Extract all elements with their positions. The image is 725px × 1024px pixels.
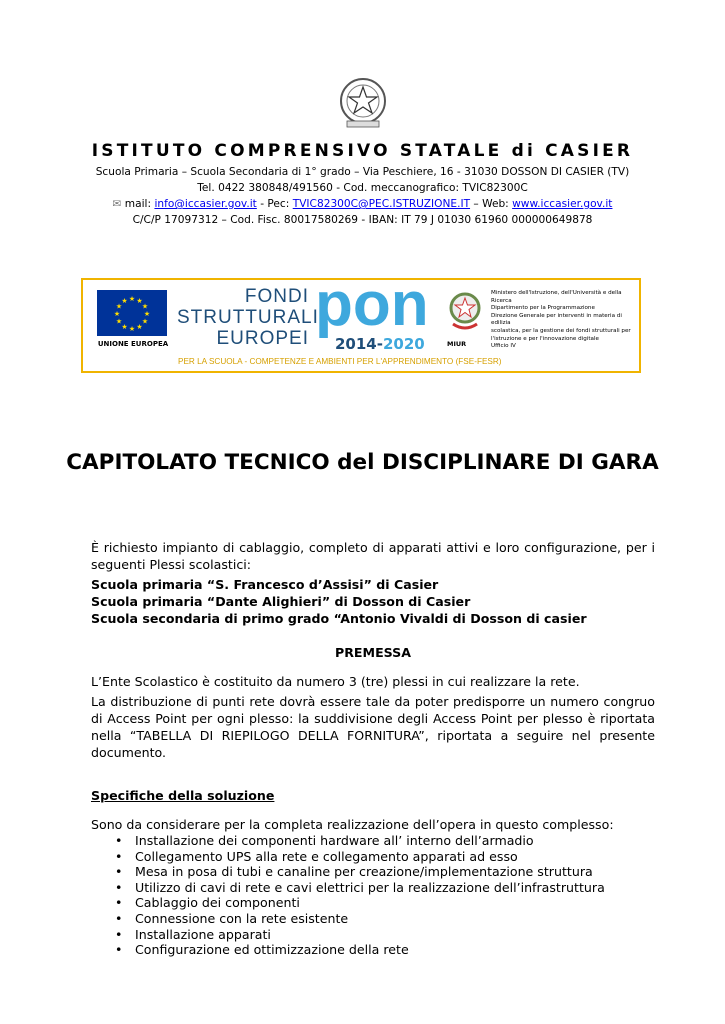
pon-banner [81,270,641,373]
years-start: 2014- [335,335,383,353]
eu-star-icon: ★ [115,302,123,311]
list-item: • Connessione con la rete esistente [91,911,655,927]
contact-line [0,196,725,212]
eu-star-icon: ★ [121,297,128,306]
mail-label: mail: [124,198,152,210]
school-item: Scuola secondaria di primo grado “Antonio Vivaldi di Dosson di casier [91,611,587,626]
premessa-paragraph: La distribuzione di punti rete dovrà essere tale da poter predisporre un numero congruo di Access Point per ogni plesso: la suddivisione degli Access Point per plesso è riportata nella “TABELLA DI RIEPILOGO DELLA FORNITURA”, riportata a seguire nel presente documento. [91,694,655,760]
ministry-line: scolastica, per la gestione dei fondi strutturali per [491,327,631,334]
spec-intro: Sono da considerare per la completa realizzazione dell’opera in questo complesso: [91,817,614,832]
eu-star-icon: ★ [128,325,136,333]
ministry-line: Ministero dell'Istruzione, dell'Università e della Ricerca [491,290,622,304]
ministry-line: Ufficio IV [491,343,516,350]
web-link[interactable]: www.iccasier.gov.it [512,198,613,210]
eu-star-icon: ★ [136,322,143,331]
list-item: • Installazione apparati [91,927,655,943]
eu-star-icon: ★ [141,302,149,311]
school-list [91,576,655,627]
strutturali-text: STRUTTURALI [177,307,319,328]
list-item: • Mesa in posa di tubi e canaline per creazione/implementazione struttura [91,864,655,880]
years-end: 2020 [382,335,425,353]
eu-flag-icon [97,290,167,336]
bank-line: C/C/P 17097312 – Cod. Fisc. 80017580269 - IBAN: IT 79 J 01030 61960 000000649878 [132,214,593,226]
eu-star-icon: ★ [121,322,128,331]
phone-line: Tel. 0422 380848/491560 - Cod. meccanografico: TVIC82300C [197,182,528,194]
fondi-strutturali-logo [177,286,319,349]
europei-text: EUROPEI [216,328,309,349]
ministry-line: Dipartimento per la Programmazione [491,305,595,312]
list-item: • Cablaggio dei componenti [91,895,655,911]
pec-label: - Pec: [260,198,290,210]
pon-years [335,336,425,353]
miur-label: MIUR [447,340,467,348]
intro-paragraph: È richiesto impianto di cablaggio, completo di apparati attivi e loro configurazione, per i seguenti Plessi scolastici: [91,540,655,572]
spec-heading: Specifiche della soluzione [91,788,275,803]
fondi-text: FONDI [244,286,309,307]
pon-logo: pon [315,270,429,339]
eu-star-icon: ★ [128,295,136,303]
list-item: • Utilizzo di cavi di rete e cavi elettrici per la realizzazione dell’infrastruttura [91,880,655,896]
list-item: • Collegamento UPS alla rete e collegamento apparati ad esso [91,849,655,865]
ministry-line: l'istruzione e per l'innovazione digitale [491,335,599,342]
eu-star-icon: ★ [136,297,143,306]
premessa-paragraph: L’Ente Scolastico è costituito da numero 3 (tre) plessi in cui realizzare la rete. [91,674,580,689]
italian-republic-emblem [335,74,391,132]
ministry-line: Direzione Generale per interventi in materia di edilizia [491,312,622,327]
eu-star-icon: ★ [113,310,121,318]
school-item: Scuola primaria “Dante Alighieri” di Dosson di Casier [91,594,471,609]
miur-emblem-icon [447,290,483,334]
eu-star-icon: ★ [141,317,149,326]
web-label: – Web: [473,198,509,210]
document-title: CAPITOLATO TECNICO del DISCIPLINARE DI GARA [66,450,659,475]
eu-star-icon: ★ [115,317,123,326]
spec-list [91,833,655,958]
list-item: • Installazione dei componenti hardware all’ interno dell’armadio [91,833,655,849]
institute-name: ISTITUTO COMPRENSIVO STATALE di CASIER [91,141,634,161]
ministry-text [491,290,639,351]
premessa-heading: PREMESSA [335,645,411,660]
eu-star-icon: ★ [143,310,151,318]
address-line: Scuola Primaria – Scuola Secondaria di 1° grado – Via Peschiere, 16 - 31030 DOSSON DI CASIER (TV) [95,166,630,178]
eu-label: UNIONE EUROPEA [97,340,169,348]
document-body [91,539,655,958]
school-item: Scuola primaria “S. Francesco d’Assisi” di Casier [91,577,439,592]
mail-icon: ✉ [112,198,122,210]
pon-tagline: PER LA SCUOLA - COMPETENZE E AMBIENTI PER L'APPRENDIMENTO (FSE-FESR) [178,357,502,366]
list-item: • Configurazione ed ottimizzazione della rete [91,942,655,958]
pec-link[interactable]: TVIC82300C@PEC.ISTRUZIONE.IT [292,198,471,210]
mail-link[interactable]: info@iccasier.gov.it [154,198,257,210]
